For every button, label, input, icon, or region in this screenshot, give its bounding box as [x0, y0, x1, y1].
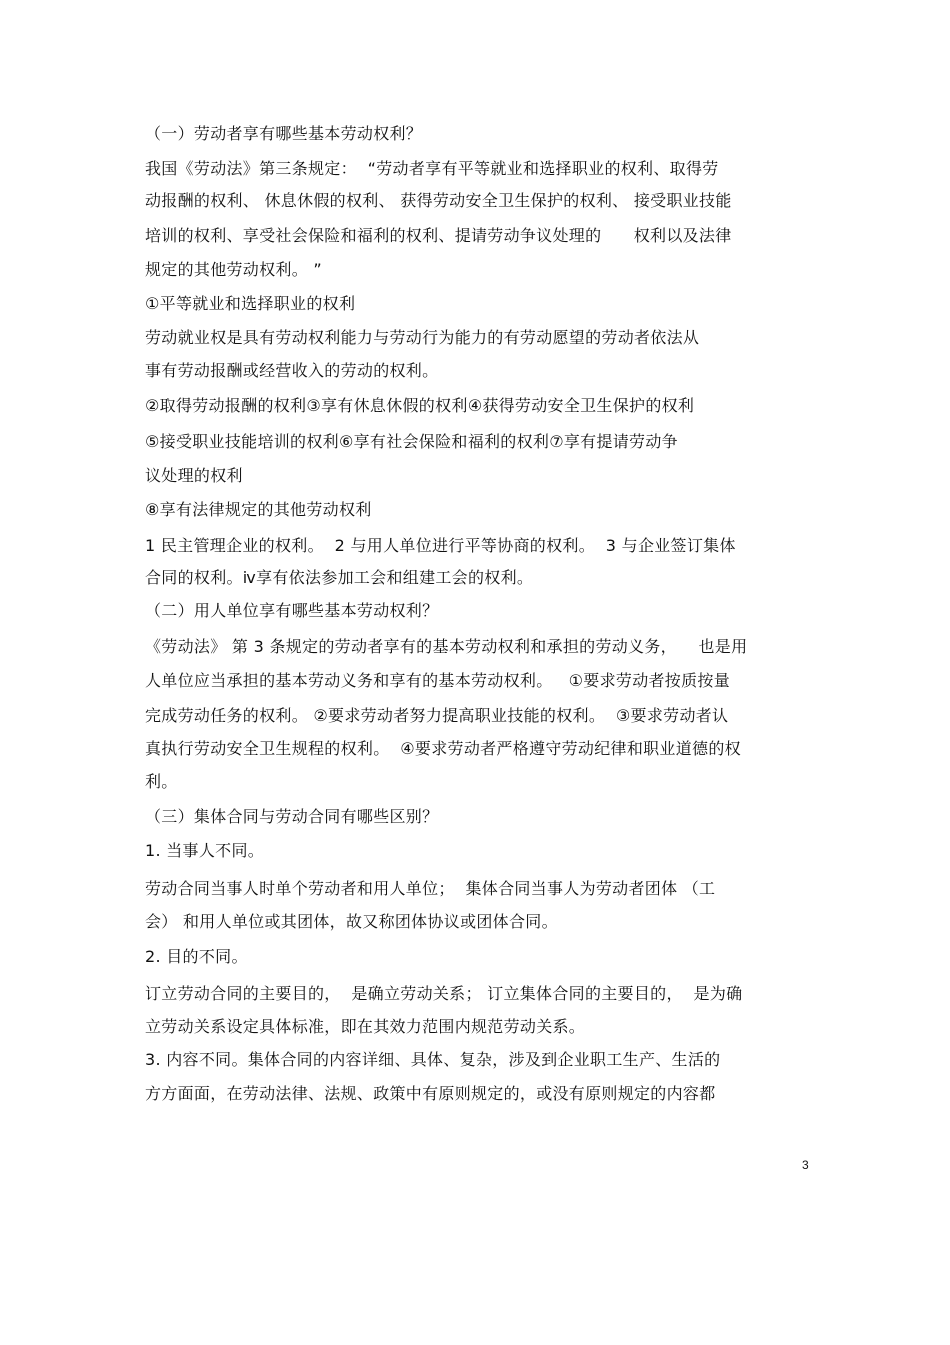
heading-section-3: （三）集体合同与劳动合同有哪些区别？ [145, 807, 439, 826]
text-line: 人单位应当承担的基本劳动义务和享有的基本劳动权利。 ①要求劳动者按质按量 [145, 671, 731, 690]
text-line: 订立劳动合同的主要目的， 是确立劳动关系； 订立集体合同的主要目的， 是为确 [145, 984, 743, 1003]
text-line: 动报酬的权利、 休息休假的权利、 获得劳动安全卫生保护的权利、 接受职业技能 [145, 191, 732, 210]
text-line: 立劳动关系设定具体标准，即在其效力范围内规范劳动关系。 [145, 1017, 586, 1036]
text-line: 我国《劳动法》第三条规定： “劳动者享有平等就业和选择职业的权利、取得劳 [145, 159, 719, 178]
text-line: 1 民主管理企业的权利。 2 与用人单位进行平等协商的权利。 3 与企业签订集体 [145, 536, 736, 555]
text-line: 事有劳动报酬或经营收入的劳动的权利。 [145, 361, 439, 380]
text-line: ②取得劳动报酬的权利③享有休息休假的权利④获得劳动安全卫生保护的权利 [145, 396, 695, 415]
text-line: 合同的权利。ⅳ享有依法参加工会和组建工会的权利。 [145, 568, 534, 587]
text-line: 劳动就业权是具有劳动权利能力与劳动行为能力的有劳动愿望的劳动者依法从 [145, 328, 700, 347]
heading-section-1: （一）劳动者享有哪些基本劳动权利？ [145, 124, 423, 143]
text-line: 1. 当事人不同。 [145, 841, 265, 860]
text-line: 培训的权利、享受社会保险和福利的权利、提请劳动争议处理的 权利以及法律 [145, 226, 732, 245]
page-number: 3 [802, 1158, 809, 1172]
heading-section-2: （二）用人单位享有哪些基本劳动权利？ [145, 601, 439, 620]
text-line: 《劳动法》 第 3 条规定的劳动者享有的基本劳动权利和承担的劳动义务， 也是用 [145, 637, 748, 656]
text-line: 劳动合同当事人时单个劳动者和用人单位； 集体合同当事人为劳动者团体 （工 [145, 879, 716, 898]
text-line: ①平等就业和选择职业的权利 [145, 294, 356, 313]
text-line: 会） 和用人单位或其团体，故又称团体协议或团体合同。 [145, 912, 558, 931]
text-line: 规定的其他劳动权利。 ” [145, 260, 322, 279]
text-line: 议处理的权利 [145, 466, 243, 485]
text-line: ⑤接受职业技能培训的权利⑥享有社会保险和福利的权利⑦享有提请劳动争 [145, 432, 678, 451]
text-line: 2. 目的不同。 [145, 947, 248, 966]
text-line: 完成劳动任务的权利。 ②要求劳动者努力提高职业技能的权利。 ③要求劳动者认 [145, 706, 729, 725]
text-line: 真执行劳动安全卫生规程的权利。 ④要求劳动者严格遵守劳动纪律和职业道德的权 [145, 739, 741, 758]
text-line: 3. 内容不同。集体合同的内容详细、具体、复杂，涉及到企业职工生产、生活的 [145, 1050, 721, 1069]
text-line: ⑧享有法律规定的其他劳动权利 [145, 500, 372, 519]
text-line: 利。 [145, 772, 178, 791]
text-line: 方方面面，在劳动法律、法规、政策中有原则规定的，或没有原则规定的内容都 [145, 1084, 716, 1103]
